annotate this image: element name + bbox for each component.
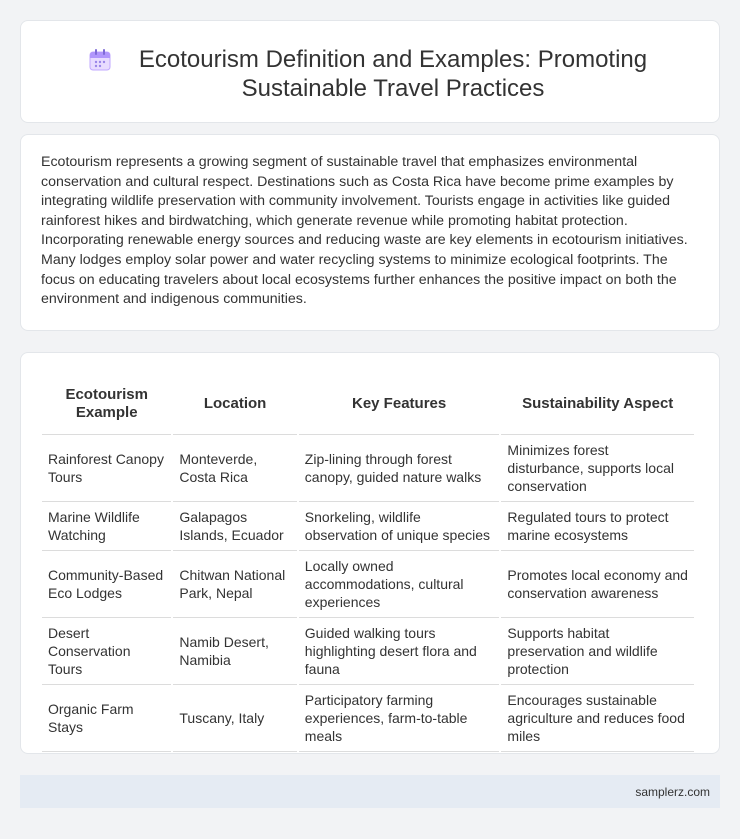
footer-bar <box>20 775 720 808</box>
cell-sustainability: Supports habitat preservation and wildlife protection <box>501 618 694 685</box>
summary-text: Ecotourism represents a growing segment of sustainable travel that emphasizes environmental conservation and cultural respect. Destinations such as Costa Rica have become prime examples by integrating wildlife preservation with community involvement. Tourists engage in activities like guided rainforest hikes and birdwatching, which generate revenue while promoting habitat protection. Incorporating renewable energy sources and reducing waste are key elements in ecotourism initiatives. Many lodges employ solar power and water recycling systems to minimize ecological footprints. The focus on educating travelers about local ecosystems further enhances the positive impact on both the environment and indigenous communities. <box>41 154 688 308</box>
table-row <box>42 551 694 618</box>
column-header-location: Location <box>173 373 296 435</box>
table-row <box>42 685 694 752</box>
column-header-example: Ecotourism Example <box>42 373 171 435</box>
table-header-row <box>42 373 694 435</box>
cell-features: Zip-lining through forest canopy, guided nature walks <box>299 435 500 502</box>
cell-features: Snorkeling, wildlife observation of unique species <box>299 502 500 551</box>
column-header-sustainability: Sustainability Aspect <box>501 373 694 435</box>
cell-sustainability: Regulated tours to protect marine ecosystems <box>501 502 694 551</box>
table-row <box>42 435 694 502</box>
table-row <box>42 618 694 685</box>
cell-sustainability: Minimizes forest disturbance, supports local conservation <box>501 435 694 502</box>
cell-sustainability: Encourages sustainable agriculture and reduces food miles <box>501 685 694 752</box>
cell-features: Participatory farming experiences, farm-to-table meals <box>299 685 500 752</box>
cell-location: Chitwan National Park, Nepal <box>173 551 296 618</box>
cell-example: Marine Wildlife Watching <box>42 502 171 551</box>
column-header-features: Key Features <box>299 373 500 435</box>
footer-site-link[interactable]: samplerz.com <box>635 784 710 799</box>
cell-example: Rainforest Canopy Tours <box>42 435 171 502</box>
summary-card <box>20 134 720 331</box>
page-title: Ecotourism Definition and Examples: Promoting Sustainable Travel Practices <box>138 46 648 102</box>
cell-sustainability: Promotes local economy and conservation awareness <box>501 551 694 618</box>
title-card <box>20 20 720 123</box>
cell-example: Community-Based Eco Lodges <box>42 551 171 618</box>
table-card <box>20 352 720 754</box>
cell-example: Desert Conservation Tours <box>42 618 171 685</box>
cell-location: Galapagos Islands, Ecuador <box>173 502 296 551</box>
ecotourism-table <box>40 373 696 752</box>
cell-location: Tuscany, Italy <box>173 685 296 752</box>
cell-example: Organic Farm Stays <box>42 685 171 752</box>
cell-features: Locally owned accommodations, cultural experiences <box>299 551 500 618</box>
table-row <box>42 502 694 551</box>
cell-location: Namib Desert, Namibia <box>173 618 296 685</box>
cell-location: Monteverde, Costa Rica <box>173 435 296 502</box>
cell-features: Guided walking tours highlighting desert flora and fauna <box>299 618 500 685</box>
calendar-icon <box>87 47 113 73</box>
